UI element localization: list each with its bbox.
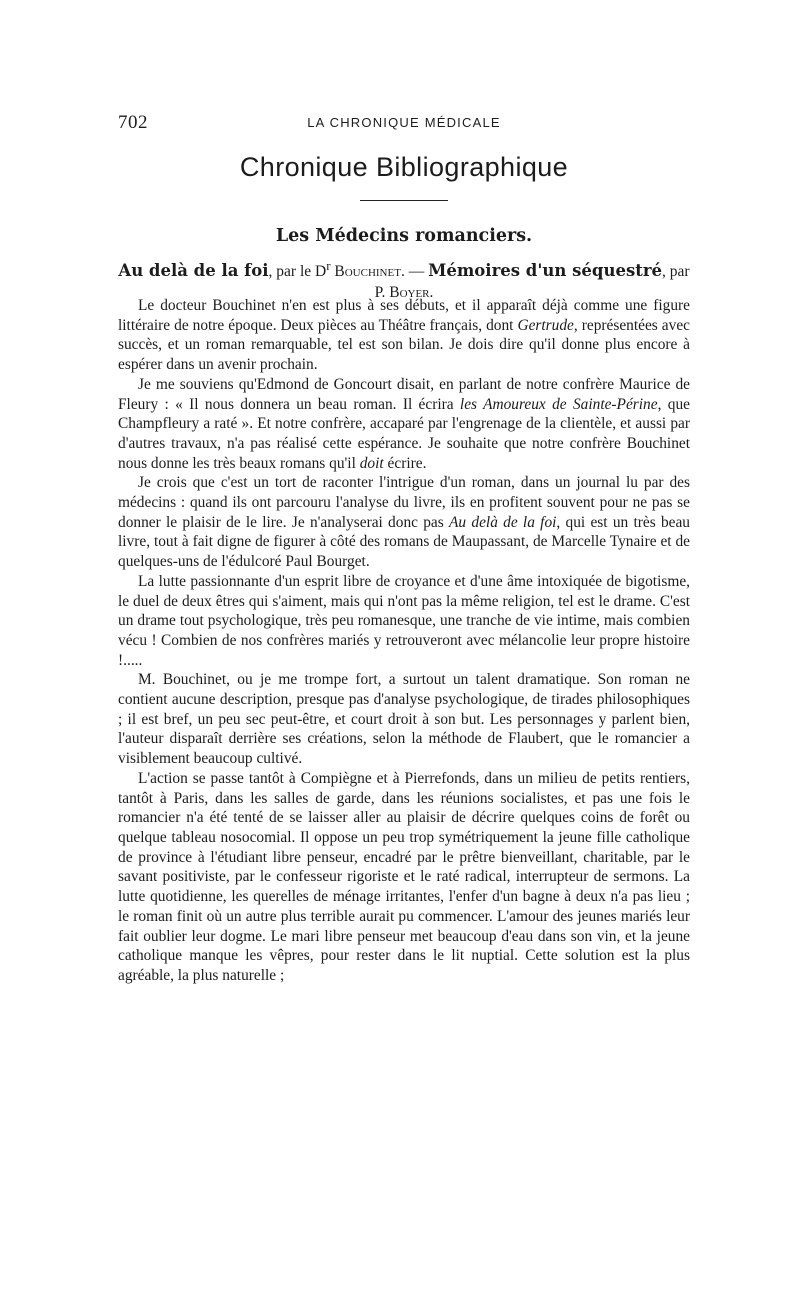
p1-text: Le docteur Bouchinet n'en est plus à ses débuts, et il apparaît déjà comme une figure littéraire de notre époque. Deux pièces au Théâtre français, dont	[118, 297, 690, 334]
separator: . —	[400, 263, 429, 281]
p2-italic-1: les Amoureux de Sainte-Périne	[459, 395, 658, 413]
article-body	[118, 296, 690, 986]
book2-by: , par P.	[374, 263, 690, 302]
paragraph-2	[118, 375, 690, 474]
journal-name: LA CHRONIQUE MÉDICALE	[307, 115, 501, 130]
article-heading: Les Médecins romanciers.	[275, 226, 533, 246]
p1-italic: Gertrude	[517, 316, 574, 334]
title-rule	[360, 200, 448, 201]
section-title: Chronique Bibliographique	[239, 152, 569, 182]
book2-title: Mémoires d'un séquestré	[428, 261, 663, 281]
book1-by: , par le D	[268, 263, 327, 281]
book1-author: Bouchinet	[334, 263, 401, 281]
p2-text-c: écrire.	[387, 454, 427, 472]
running-head	[118, 112, 690, 134]
p2-text-a: Je me souviens qu'Edmond de Goncourt disait, en parlant de notre confrère Maurice de Fleury : « Il nous donnera un beau roman. Il écrira	[118, 375, 690, 413]
paragraph-1	[118, 296, 690, 375]
p2-text-b: , que Champfleury a raté ». Et notre confrère, accaparé par l'engrenage de la clientèle, et aussi par d'autres travaux, n'a pas réalisé cette espérance. Je souhaite que notre confrère Bouchinet nous donne les très beaux romans qu'il	[118, 395, 690, 472]
book2-author: Boyer	[389, 284, 430, 302]
book1-sup: r	[326, 258, 331, 273]
p3-text-a: Je crois que c'est un tort de raconter l'intrigue d'un roman, dans un journal lu par des médecins : quand ils ont parcouru l'analyse du livre, ils en profitent souvent pour ne pas se donner le plaisir de le lire. Je n'analyserai donc pas	[118, 474, 690, 531]
p3-text-b: , qui est un très beau livre, tout à fait digne de figurer à côté des romans de Maupassant, de Marcelle Tynaire et de quelques-uns de l'édulcoré Paul Bourget.	[118, 513, 691, 571]
paragraph-6: L'action se passe tantôt à Compiègne et à Pierrefonds, dans un milieu de petits rentiers, tantôt à Paris, dans les salles de garde, dans les réunions socialistes, et pas une fois le romancier n'a été tenté de se laisser aller au plaisir de décrire quelques coins de forêt ou quelque tableau nosocomial. Il oppose un peu trop symétriquement la jeune fille catholique de province à l'étudiant libre penseur, encadré par le prêtre bienveillant, charitable, par le savant positiviste, par le confesseur rigoriste et le raté radical, interrupteur de sermons. La lutte quotidienne, les querelles de ménage irritantes, l'enfer d'un bagne à deux n'a pas lieu ; le roman finit où un autre plus terrible aurait pu commencer. L'amour des jeunes mariés leur fait oublier leur dogme. Le mari libre penseur met beaucoup d'eau dans son vin, et la jeune catholique manque les vêpres, pour rester dans le lit nuptial. Cette solution est la plus agréable, la plus naturelle ;	[118, 769, 690, 984]
p3-italic: Au delà de la foi	[449, 513, 557, 531]
paragraph-4: La lutte passionnante d'un esprit libre de croyance et d'une âme intoxiquée de bigotisme, le duel de deux êtres qui s'aiment, mais qui n'ont pas la même religion, tel est le drame. C'est un drame tout psychologique, très peu romanesque, une tranche de vie intime, mais combien vécu ! Combien de nos confrères mariés y retrouveront avec mélancolie leur propre histoire !.....	[118, 572, 690, 669]
p2-italic-2: doit	[359, 454, 384, 472]
book1-title: Au delà de la foi	[118, 261, 269, 281]
paragraph-3	[118, 473, 690, 572]
page-number: 702	[118, 112, 148, 133]
p1-end: , représentées avec succès, et un roman remarquable, tel est son bilan. Je dois dire qu'il donne plus encore à espérer dans un avenir prochain.	[118, 316, 690, 374]
subheading-end: .	[429, 284, 434, 302]
paragraph-5: M. Bouchinet, ou je me trompe fort, a surtout un talent dramatique. Son roman ne contient aucune description, presque pas d'analyse psychologique, de tirades philosophiques ; il est bref, un peu sec peut-être, et court droit à son but. Les personnages y parlent bien, l'auteur disparaît derrière ses créations, selon la méthode de Flaubert, que le romancier a visiblement beaucoup cultivé.	[118, 671, 690, 768]
